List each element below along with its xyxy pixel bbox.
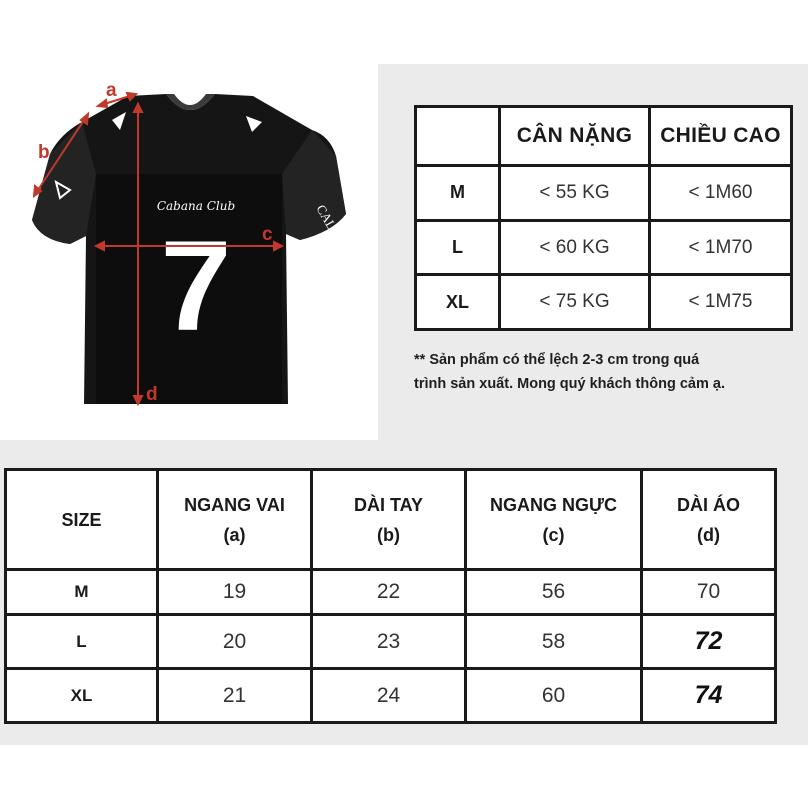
weight-cell: < 60 KG [500, 220, 650, 275]
note-line-1: ** Sản phẩm có thể lệch 2-3 cm trong quá [414, 352, 700, 368]
sleeve-cell: 22 [312, 570, 466, 615]
table-row [6, 669, 776, 723]
measure-label-c: c [262, 224, 273, 245]
header-shoulder-width: NGANG VAI (a) [158, 470, 312, 570]
length-cell: 72 [642, 615, 776, 669]
jersey-measurement-figure [0, 64, 378, 440]
measure-label-d: d [146, 384, 158, 405]
size-cell: XL [6, 669, 158, 723]
header-sleeve-length: DÀI TAY (b) [312, 470, 466, 570]
header-shirt-length: DÀI ÁO (d) [642, 470, 776, 570]
tolerance-note [414, 348, 806, 396]
height-cell: < 1M70 [650, 220, 792, 275]
table-row [6, 570, 776, 615]
chest-cell: 56 [466, 570, 642, 615]
table-row [6, 615, 776, 669]
size-cell: L [6, 615, 158, 669]
chest-cell: 60 [466, 669, 642, 723]
height-cell: < 1M75 [650, 275, 792, 330]
note-line-2: trình sản xuất. Mong quý khách thông cảm ạ. [414, 376, 725, 392]
sleeve-cell: 23 [312, 615, 466, 669]
jersey-number: 7 [160, 215, 232, 358]
sleeve-text: CAL [313, 202, 340, 233]
shoulder-cell: 19 [158, 570, 312, 615]
shoulder-cell: 20 [158, 615, 312, 669]
table-row [416, 275, 792, 330]
header-weight: CÂN NẶNG [500, 107, 650, 166]
header-height: CHIỀU CAO [650, 107, 792, 166]
sleeve-cell: 24 [312, 669, 466, 723]
weight-height-table [414, 105, 793, 331]
length-cell: 74 [642, 669, 776, 723]
weight-height-header-row [416, 107, 792, 166]
size-measurement-table [4, 468, 777, 724]
weight-cell: < 55 KG [500, 166, 650, 221]
table-row [416, 220, 792, 275]
measure-label-a: a [106, 80, 117, 101]
header-size: SIZE [6, 470, 158, 570]
chest-cell: 58 [466, 615, 642, 669]
weight-cell: < 75 KG [500, 275, 650, 330]
jersey-script: Cabana Club [156, 199, 236, 213]
length-cell: 70 [642, 570, 776, 615]
table-row [416, 166, 792, 221]
arrowhead [98, 100, 107, 107]
shoulder-cell: 21 [158, 669, 312, 723]
header-chest-width: NGANG NGỰC (c) [466, 470, 642, 570]
header-blank [416, 107, 500, 166]
size-cell: XL [416, 275, 500, 330]
height-cell: < 1M60 [650, 166, 792, 221]
measurement-header-row [6, 470, 776, 570]
measure-label-b: b [38, 142, 50, 163]
jersey-illustration [0, 64, 378, 440]
size-cell: M [416, 166, 500, 221]
size-cell: M [6, 570, 158, 615]
size-cell: L [416, 220, 500, 275]
